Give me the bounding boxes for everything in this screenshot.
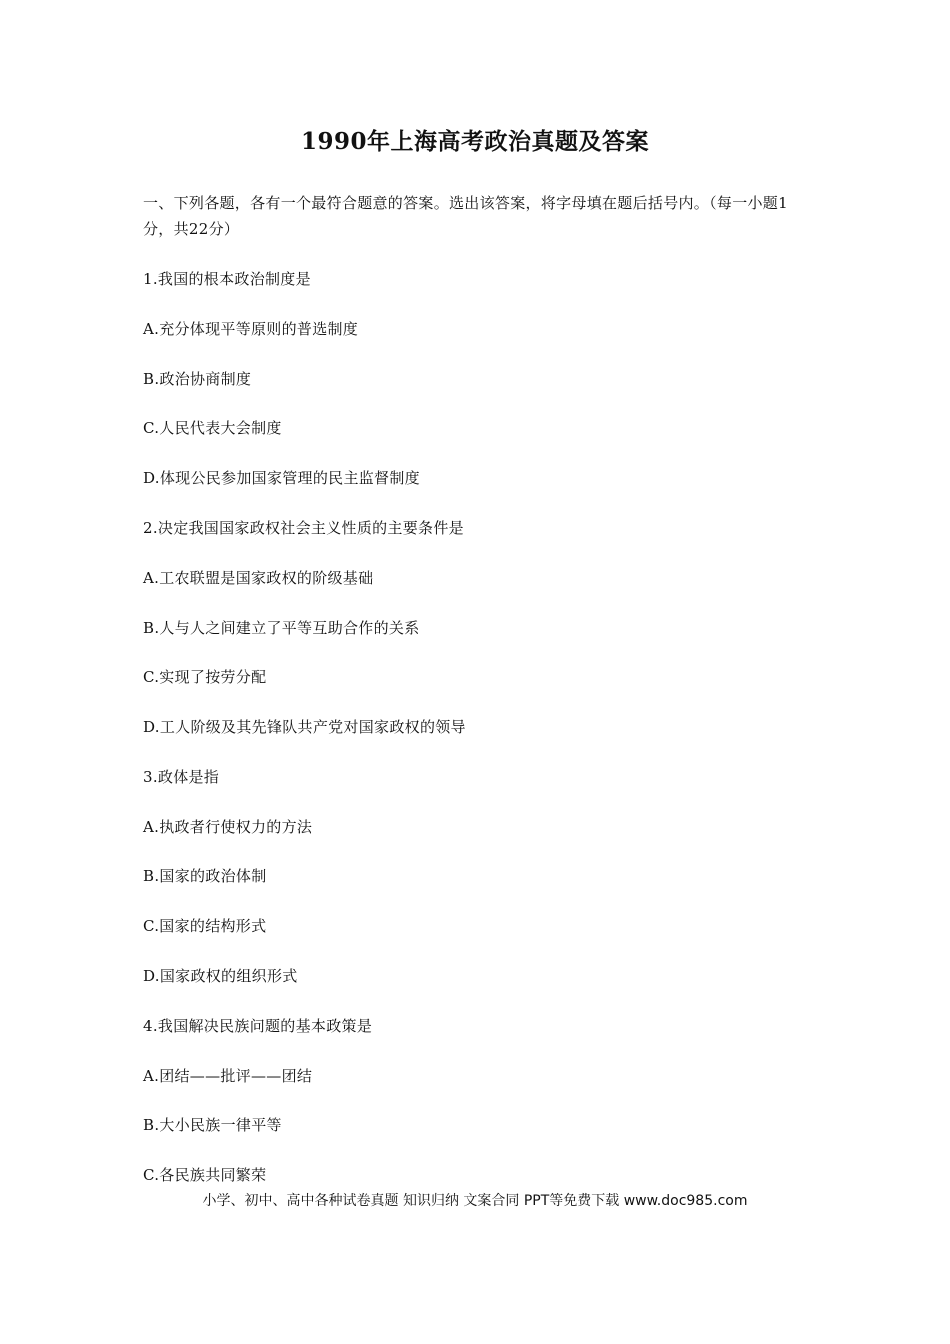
question-2-option-d: D.工人阶级及其先锋队共产党对国家政权的领导	[143, 718, 466, 736]
question-1: 1.我国的根本政治制度是	[143, 270, 311, 288]
question-3-option-c: C.国家的结构形式	[143, 917, 267, 935]
question-3-option-b: B.国家的政治体制	[143, 867, 267, 885]
page-footer: 小学、初中、高中各种试卷真题 知识归纳 文案合同 PPT等免费下载 www.doc985.com	[202, 1193, 748, 1209]
question-1-option-a: A.充分体现平等原则的普选制度	[143, 320, 359, 338]
question-3: 3.政体是指	[143, 768, 220, 786]
question-2: 2.决定我国国家政权社会主义性质的主要条件是	[143, 519, 464, 537]
question-3-option-a: A.执政者行使权力的方法	[143, 818, 313, 836]
question-2-option-b: B.人与人之间建立了平等互助合作的关系	[143, 619, 420, 637]
question-1-option-b: B.政治协商制度	[143, 370, 252, 388]
section-instructions: 一、下列各题，各有一个最符合题意的答案。选出该答案，将字母填在题后括号内。（每一小题1分，共22分）	[143, 194, 788, 238]
question-4: 4.我国解决民族问题的基本政策是	[143, 1017, 373, 1035]
question-4-option-c: C.各民族共同繁荣	[143, 1166, 267, 1184]
question-4-option-b: B.大小民族一律平等	[143, 1116, 282, 1134]
document-title: 1990年上海高考政治真题及答案	[300, 128, 649, 155]
question-2-option-a: A.工农联盟是国家政权的阶级基础	[143, 569, 374, 587]
question-3-option-d: D.国家政权的组织形式	[143, 967, 298, 985]
question-1-option-c: C.人民代表大会制度	[143, 419, 282, 437]
question-1-option-d: D.体现公民参加国家管理的民主监督制度	[143, 469, 420, 487]
question-4-option-a: A.团结——批评——团结	[143, 1067, 313, 1085]
question-2-option-c: C.实现了按劳分配	[143, 668, 267, 686]
